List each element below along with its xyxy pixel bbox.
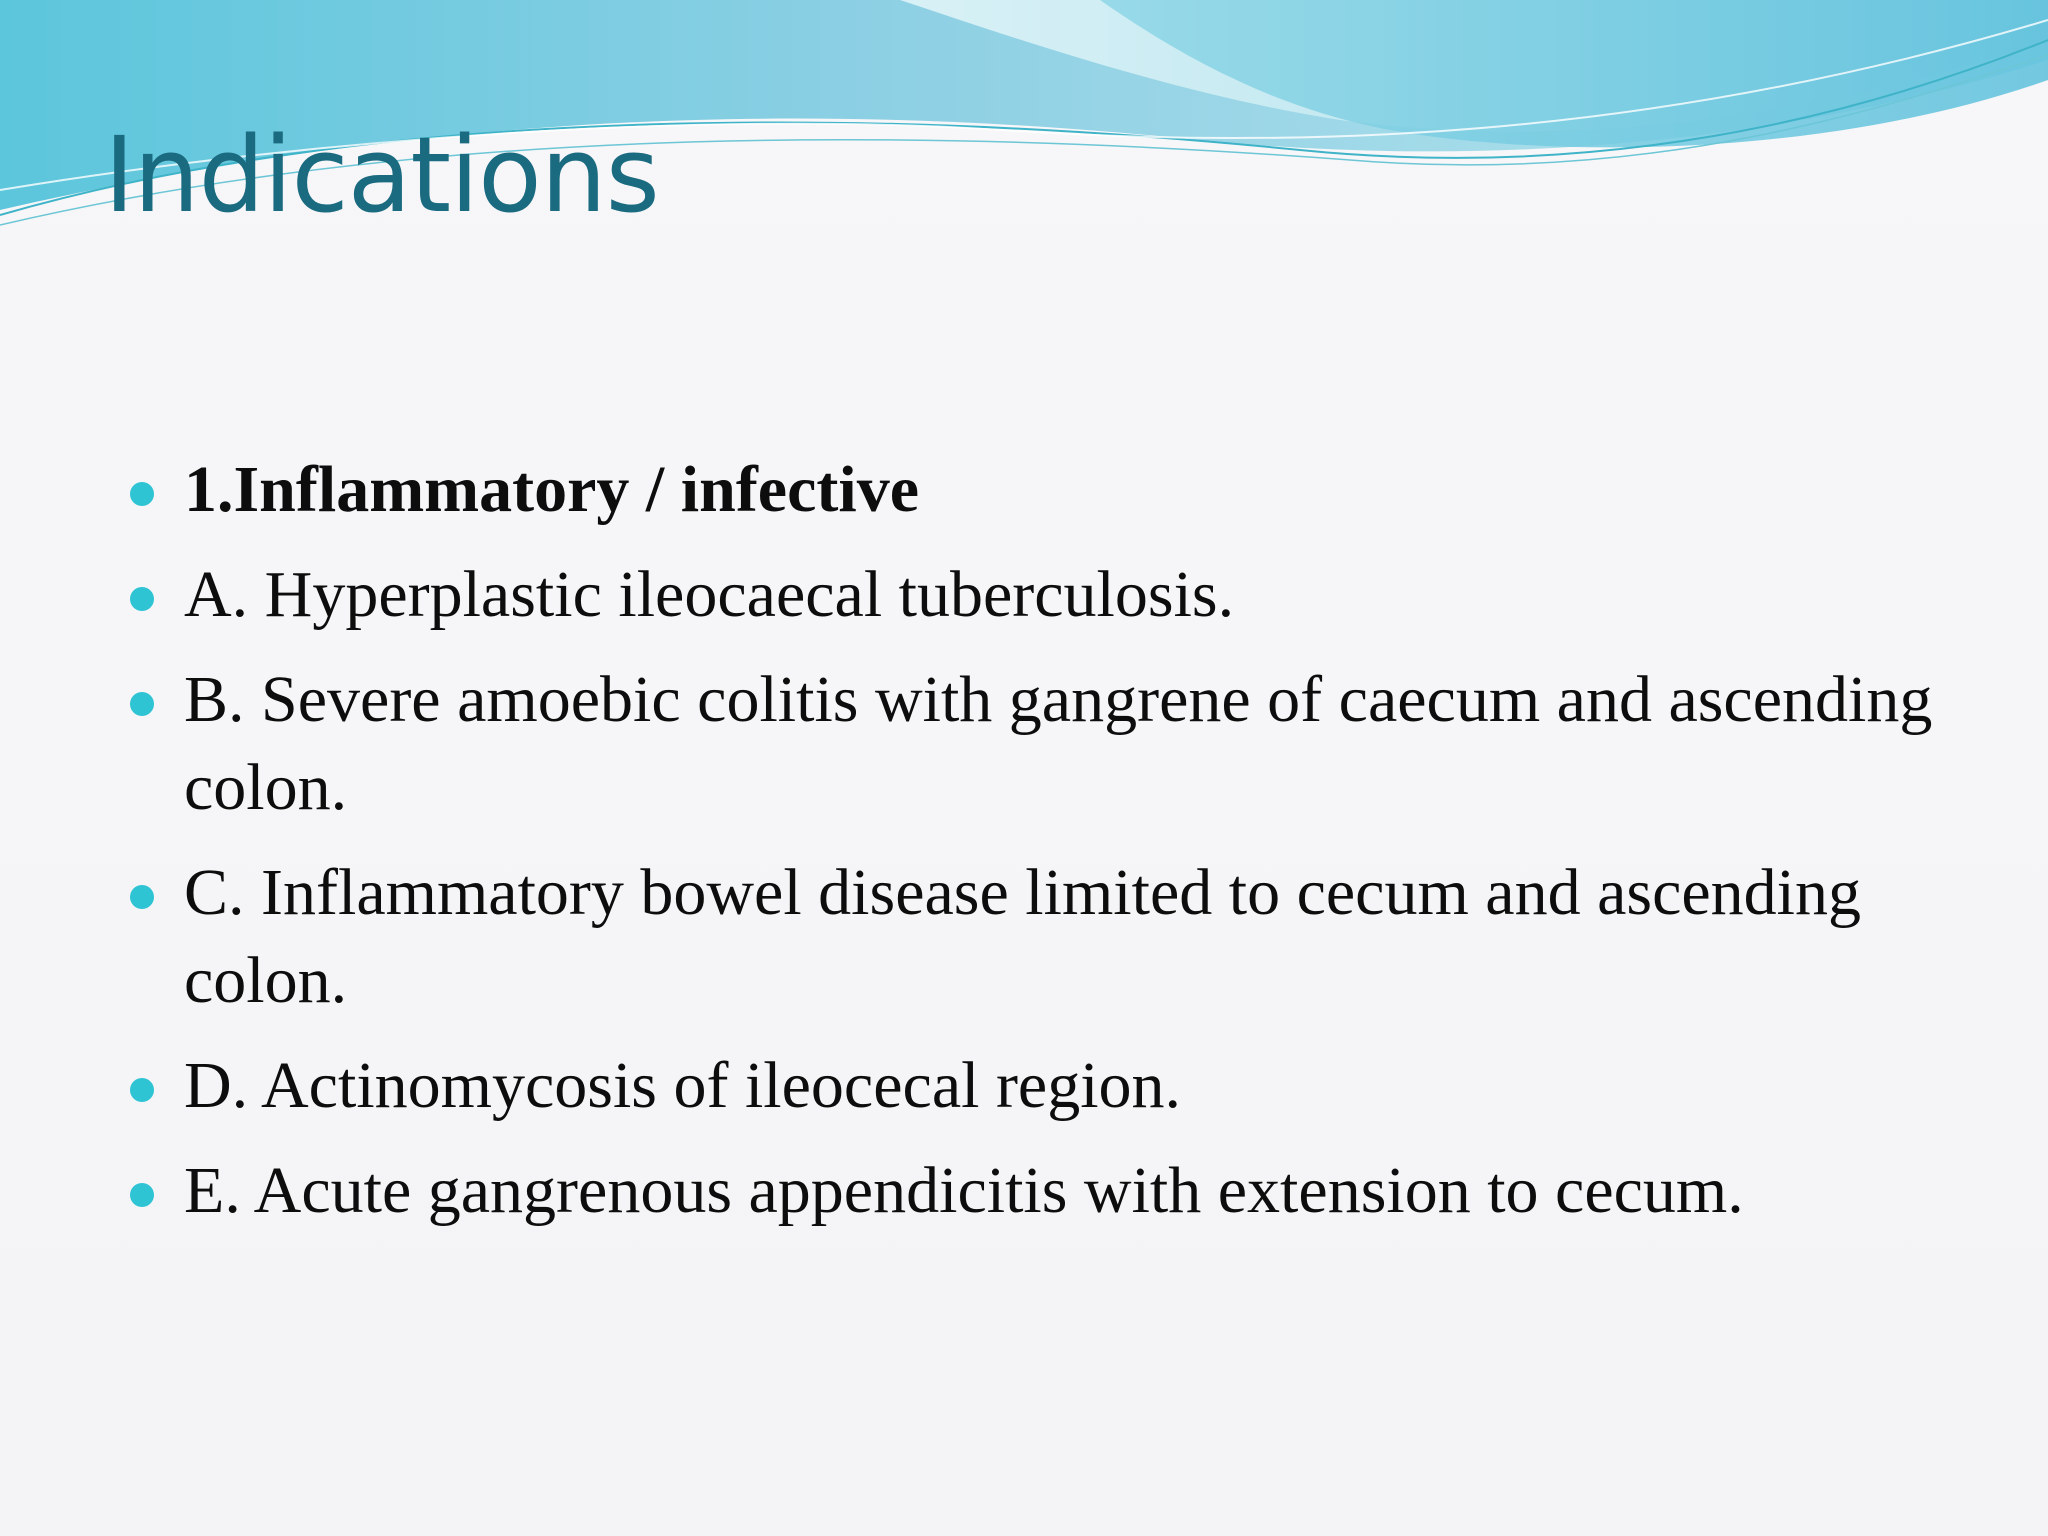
- bullet-item-heading: [130, 446, 2000, 534]
- slide-title: Indications: [104, 114, 659, 236]
- bullet-dot-icon: [130, 587, 154, 611]
- bullet-list: [130, 446, 2000, 1252]
- bullet-text: A. Hyperplastic ileocaecal tuberculosis.: [184, 558, 1235, 631]
- bullet-dot-icon: [130, 482, 154, 506]
- bullet-text: B. Severe amoebic colitis with gangrene of caecum and ascending colon.: [184, 663, 1933, 824]
- bullet-text: E. Acute gangrenous appendicitis with extension to cecum.: [184, 1154, 1744, 1227]
- bullet-text: C. Inflammatory bowel disease limited to cecum and ascending colon.: [184, 856, 1862, 1017]
- bullet-text: D. Actinomycosis of ileocecal region.: [184, 1049, 1182, 1122]
- bullet-dot-icon: [130, 885, 154, 909]
- bullet-item-b: [130, 656, 2000, 832]
- bullet-dot-icon: [130, 1078, 154, 1102]
- bullet-item-a: [130, 551, 2000, 639]
- bullet-item-c: [130, 849, 2000, 1025]
- bullet-item-e: [130, 1147, 2000, 1235]
- bullet-dot-icon: [130, 1183, 154, 1207]
- bullet-item-d: [130, 1042, 2000, 1130]
- bullet-dot-icon: [130, 692, 154, 716]
- bullet-text: 1.Inflammatory / infective: [184, 453, 919, 526]
